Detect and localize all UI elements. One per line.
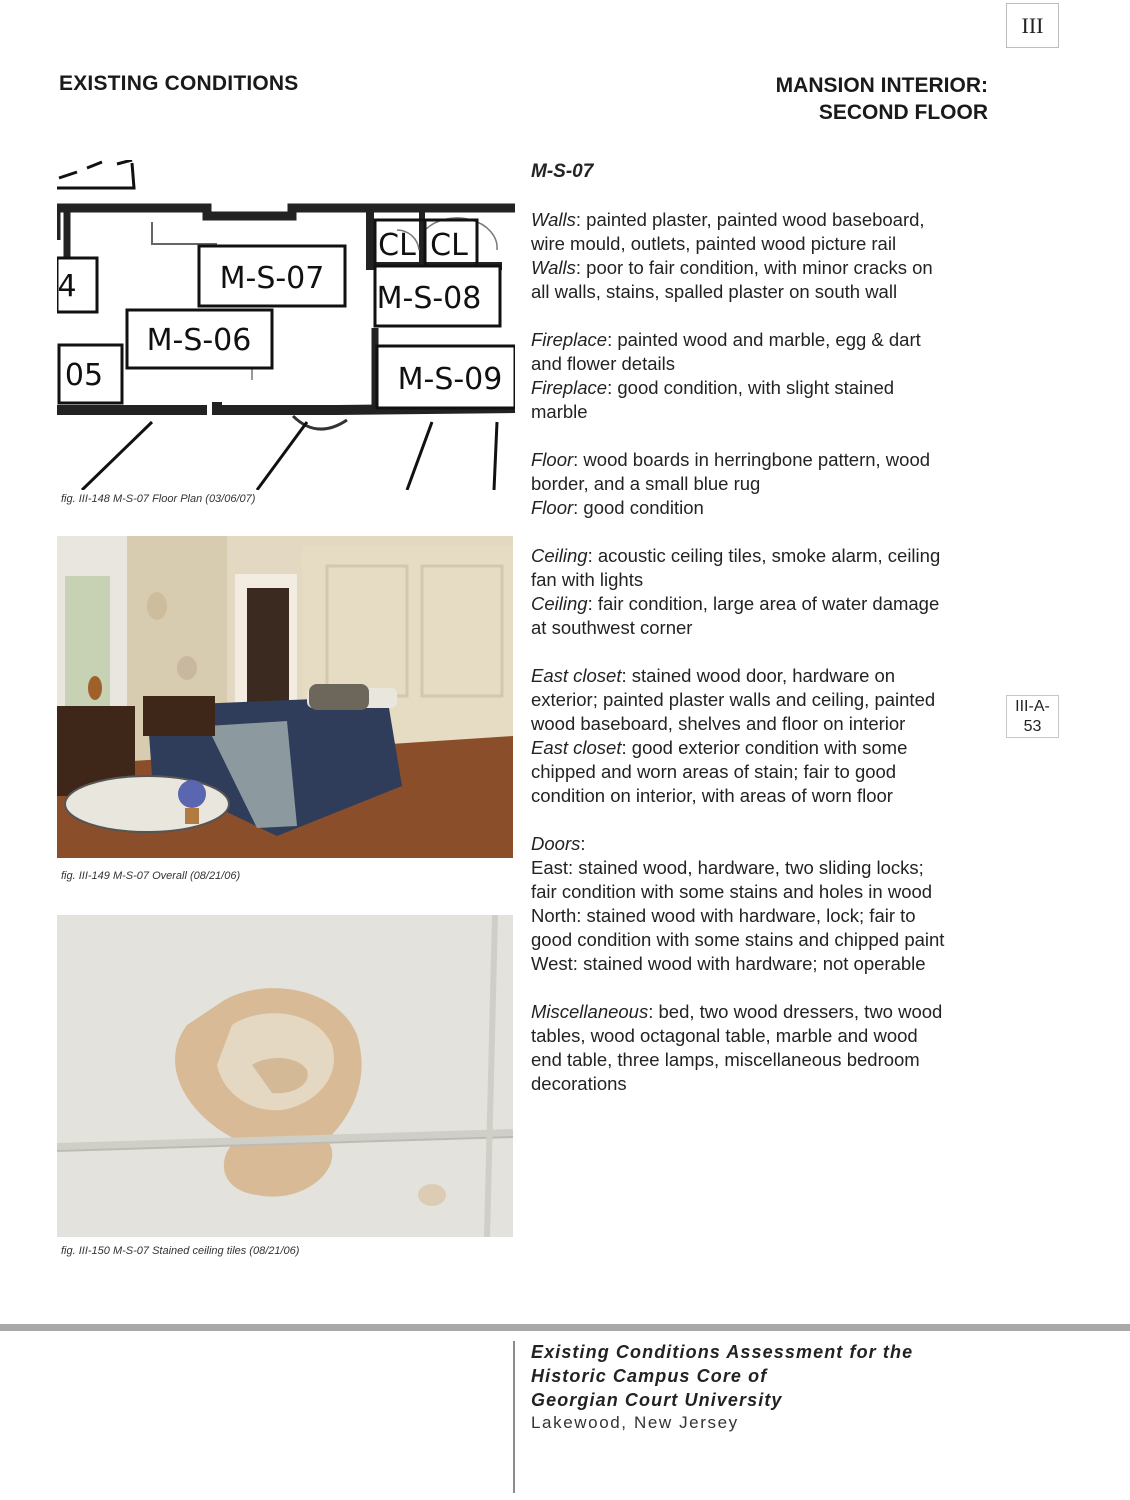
doors-section [531,832,991,976]
plan-label-frag-05: 05 [64,358,104,393]
doors-line: West: stained wood with hardware; not operable [531,953,926,974]
fireplace-term: Fireplace [531,377,608,398]
walls-section [531,208,991,304]
fireplace-line: and flower details [531,353,675,374]
plan-label-frag-4: 4 [57,269,77,304]
floor-term: Floor [531,497,574,518]
room-id: M-S-07 [531,161,594,182]
ceiling-condition: : fair condition, large area of water damage [587,593,940,614]
footer-line-2: Historic Campus Core of [531,1366,768,1386]
plan-label-cl-1: CL [378,228,416,263]
ceiling-term: Ceiling [531,593,588,614]
ceiling-line: at southwest corner [531,617,693,638]
doors-line: fair condition with some stains and holes in wood [531,881,933,902]
page-number-box [1006,695,1059,738]
doors-line: East: stained wood, hardware, two sliding locks; [531,857,924,878]
ceiling-term: Ceiling [531,545,588,566]
section-tab: III [1006,3,1059,48]
fireplace-section [531,328,991,424]
floor-plan-drawing [57,160,515,490]
footer-rule [0,1324,1130,1331]
east-closet-section [531,664,991,808]
doors-term: Doors [531,833,581,854]
floor-section [531,448,991,520]
misc-line: end table, three lamps, miscellaneous bedroom [531,1049,920,1070]
floor-line: border, and a small blue rug [531,473,761,494]
plan-label-m-s-07: M-S-07 [219,261,325,296]
page-number-line1: III-A- [1015,698,1050,715]
header-right-line1: MANSION INTERIOR: [775,74,988,97]
footer-location: Lakewood, New Jersey [531,1413,739,1432]
footer-title-block [531,1340,913,1434]
closet-term: East closet [531,665,622,686]
footer-divider [513,1341,515,1493]
closet-line: condition on interior, with areas of worn floor [531,785,893,806]
closet-line: chipped and worn areas of stain; fair to good [531,761,897,782]
misc-section [531,1000,991,1096]
header-right-title [776,72,988,126]
page-number-line2: 53 [1023,718,1042,735]
header-left-title: EXISTING CONDITIONS [59,72,299,95]
doors-colon: : [580,833,586,854]
floor-term: Floor [531,449,574,470]
caption-fig-148: fig. III-148 M-S-07 Floor Plan (03/06/07) [61,493,256,505]
caption-fig-150: fig. III-150 M-S-07 Stained ceiling tiles (08/21/06) [61,1245,300,1257]
ceiling-stain-photo [57,915,513,1237]
misc-desc: : bed, two wood dressers, two wood [648,1001,943,1022]
misc-line: tables, wood octagonal table, marble and wood [531,1025,918,1046]
plan-label-m-s-09: M-S-09 [397,362,503,397]
closet-line: exterior; painted plaster walls and ceiling, painted [531,689,936,710]
walls-condition: : poor to fair condition, with minor cracks on [575,257,933,278]
fireplace-term: Fireplace [531,329,608,350]
walls-desc: : painted plaster, painted wood baseboard, [575,209,925,230]
floor-condition: : good condition [573,497,704,518]
closet-desc: : stained wood door, hardware on [621,665,896,686]
fireplace-desc: : painted wood and marble, egg & dart [607,329,921,350]
fireplace-line: marble [531,401,588,422]
conditions-text [531,160,991,1120]
ceiling-line: fan with lights [531,569,644,590]
floor-plan [57,160,515,490]
caption-fig-149: fig. III-149 M-S-07 Overall (08/21/06) [61,870,241,882]
doors-line: North: stained wood with hardware, lock; fair to [531,905,916,926]
doors-line: good condition with some stains and chipped paint [531,929,945,950]
closet-term: East closet [531,737,622,758]
misc-line: decorations [531,1073,627,1094]
walls-term: Walls [531,209,576,230]
walls-line: all walls, stains, spalled plaster on south wall [531,281,898,302]
plan-label-cl-2: CL [430,228,468,263]
walls-line: wire mould, outlets, painted wood picture rail [531,233,897,254]
plan-label-m-s-08: M-S-08 [376,281,482,316]
footer-line-3: Georgian Court University [531,1390,783,1410]
walls-term: Walls [531,257,576,278]
footer-line-1: Existing Conditions Assessment for the [531,1342,914,1362]
ceiling-desc: : acoustic ceiling tiles, smoke alarm, ceiling [587,545,941,566]
misc-term: Miscellaneous [531,1001,649,1022]
fireplace-condition: : good condition, with slight stained [607,377,895,398]
floor-desc: : wood boards in herringbone pattern, wood [573,449,931,470]
ceiling-section [531,544,991,640]
plan-label-m-s-06: M-S-06 [146,323,252,358]
bedroom-photo [57,536,513,858]
closet-condition: : good exterior condition with some [621,737,908,758]
closet-line: wood baseboard, shelves and floor on interior [531,713,906,734]
header-right-line2: SECOND FLOOR [818,101,988,124]
